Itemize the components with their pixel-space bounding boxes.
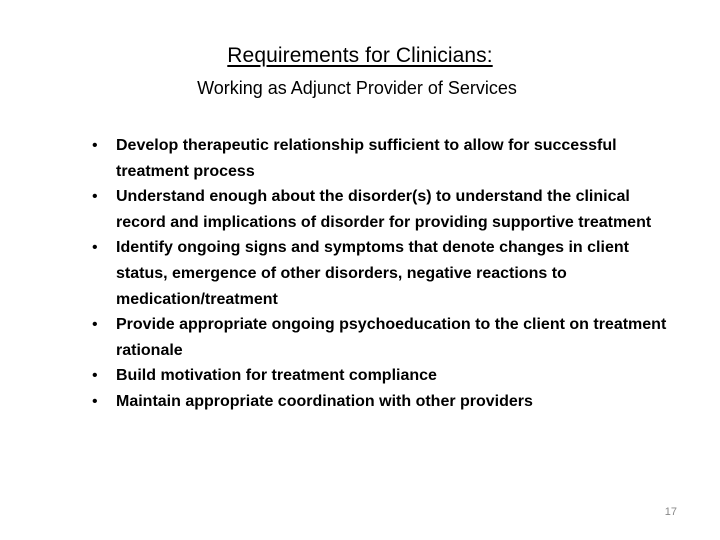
bullet-glyph: • bbox=[92, 392, 98, 410]
bullet-item bbox=[92, 312, 676, 363]
bullet-text: Build motivation for treatment compliance bbox=[116, 367, 437, 385]
bullet-glyph: • bbox=[92, 188, 98, 206]
bullet-text: Identify ongoing signs and symptoms that denote changes in client status, emergence of other disorders, negative reactions to medication/treatment bbox=[116, 239, 629, 308]
bullet-glyph: • bbox=[92, 137, 98, 154]
bullet-glyph: • bbox=[92, 239, 98, 257]
bullet-item bbox=[92, 184, 676, 235]
page-number: 17 bbox=[664, 506, 677, 518]
slide-subtitle: Working as Adjunct Provider of Services bbox=[197, 78, 517, 98]
bullet-glyph: • bbox=[92, 367, 98, 385]
bullet-text: Provide appropriate ongoing psychoeducation to the client on treatment rationale bbox=[116, 316, 667, 359]
bullet-item bbox=[92, 235, 676, 312]
slide-title: Requirements for Clinicians: bbox=[227, 44, 493, 67]
bullet-text: Develop therapeutic relationship sufficient to allow for successful treatment process bbox=[116, 137, 617, 180]
bullet-glyph: • bbox=[92, 316, 98, 334]
bullet-text: Understand enough about the disorder(s) to understand the clinical record and implications of disorder for providing supportive treatment bbox=[116, 188, 652, 231]
bullet-item bbox=[92, 389, 676, 415]
bullet-item bbox=[92, 363, 676, 389]
bullet-text: Maintain appropriate coordination with other providers bbox=[116, 392, 533, 410]
bullet-item bbox=[92, 133, 676, 184]
bullet-list bbox=[92, 133, 676, 415]
